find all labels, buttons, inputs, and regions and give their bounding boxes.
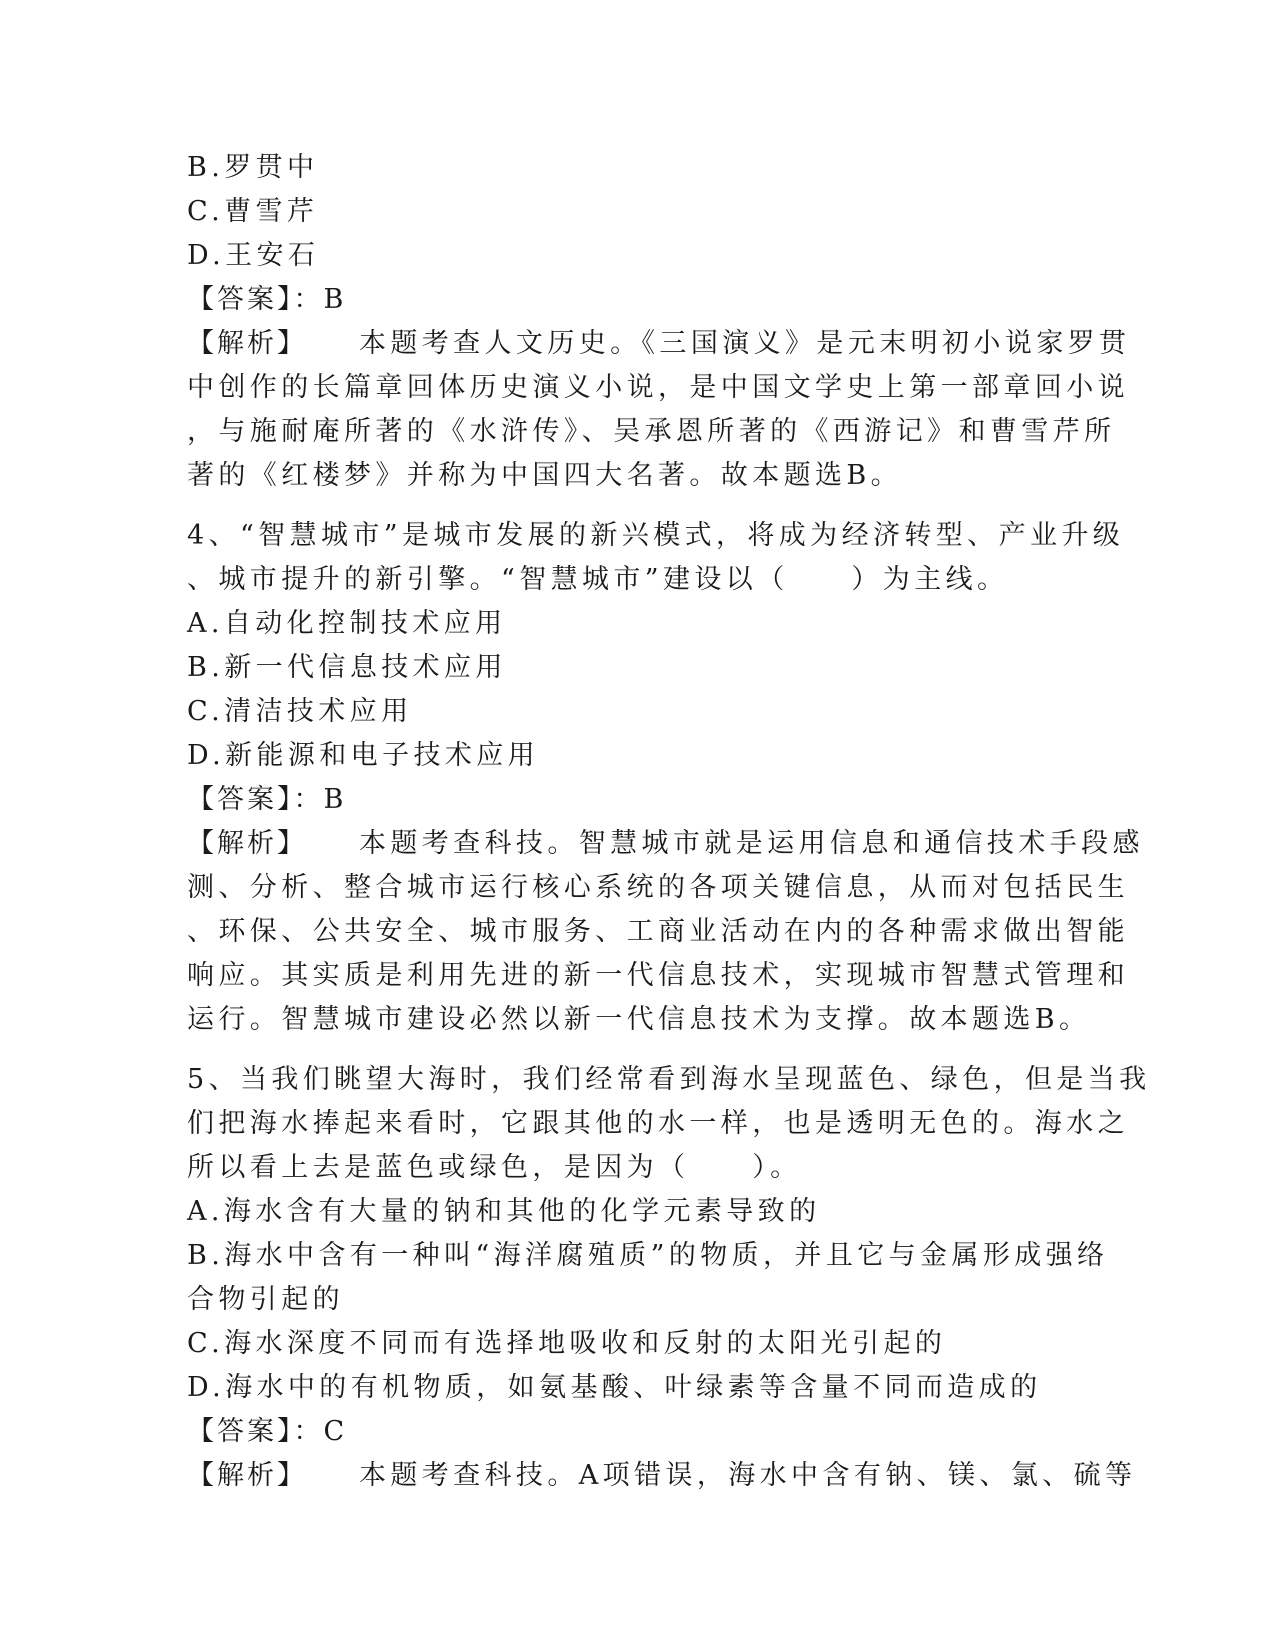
question-stem: 4、“智慧城市”是城市发展的新兴模式，将成为经济转型、产业升级 <box>187 520 1125 551</box>
analysis-line: 中创作的长篇章回体历史演义小说，是中国文学史上第一部章回小说 <box>187 372 1129 403</box>
analysis-line: 测、分析、整合城市运行核心系统的各项关键信息，从而对包括民生 <box>187 872 1129 903</box>
answer-value: B <box>323 784 348 815</box>
option-d: D.海水中的有机物质，如氨基酸、叶绿素等含量不同而造成的 <box>187 1372 1042 1403</box>
question-stem: 、城市提升的新引擎。“智慧城市”建设以（ ）为主线。 <box>187 564 1009 595</box>
option-c: C.海水深度不同而有选择地吸收和反射的太阳光引起的 <box>187 1328 947 1359</box>
answer-line <box>187 1410 1087 1454</box>
answer-label: 【答案】： <box>187 784 324 815</box>
analysis-text: 本题考查科技。A项错误，海水中含有钠、镁、氯、硫等 <box>358 1460 1137 1491</box>
analysis-text: 本题考查人文历史。《三国演义》是元末明初小说家罗贯 <box>358 328 1131 359</box>
analysis-label: 【解析】 <box>187 328 307 359</box>
answer-label: 【答案】： <box>187 284 324 315</box>
option-c: C.曹雪芹 <box>187 196 319 227</box>
option-a: A.海水含有大量的钠和其他的化学元素导致的 <box>187 1196 821 1227</box>
question-stem: 5、当我们眺望大海时，我们经常看到海水呈现蓝色、绿色，但是当我 <box>187 1064 1151 1095</box>
question-stem: 们把海水捧起来看时，它跟其他的水一样，也是透明无色的。海水之 <box>187 1108 1129 1139</box>
question-3-tail <box>187 146 1131 498</box>
option-b: B.海水中含有一种叫“海洋腐殖质”的物质，并且它与金属形成强络 <box>187 1240 1109 1271</box>
analysis-line: 著的《红楼梦》并称为中国四大名著。故本题选B。 <box>187 460 903 491</box>
analysis-line: ，与施耐庵所著的《水浒传》、吴承恩所著的《西游记》和曹雪芹所 <box>187 416 1116 447</box>
analysis-line <box>187 1454 1137 1498</box>
option-b: B.新一代信息技术应用 <box>187 652 507 683</box>
analysis-line: 响应。其实质是利用先进的新一代信息技术，实现城市智慧式管理和 <box>187 960 1129 991</box>
analysis-line <box>187 822 1144 866</box>
option-c: C.清洁技术应用 <box>187 696 413 727</box>
option-d: D.王安石 <box>187 240 320 271</box>
answer-line <box>187 278 1087 322</box>
analysis-text: 本题考查科技。智慧城市就是运用信息和通信技术手段感 <box>358 828 1144 859</box>
question-5 <box>187 1058 1151 1498</box>
analysis-line: 、环保、公共安全、城市服务、工商业活动在内的各种需求做出智能 <box>187 916 1129 947</box>
option-d: D.新能源和电子技术应用 <box>187 740 540 771</box>
document-page <box>187 146 1151 1498</box>
analysis-line: 运行。智慧城市建设必然以新一代信息技术为支撑。故本题选B。 <box>187 1004 1091 1035</box>
option-b: B.罗贯中 <box>187 152 319 183</box>
question-4 <box>187 514 1144 1042</box>
analysis-label: 【解析】 <box>187 1460 307 1491</box>
analysis-label: 【解析】 <box>187 828 307 859</box>
answer-value: C <box>323 1416 349 1447</box>
answer-line <box>187 778 1087 822</box>
question-stem: 所以看上去是蓝色或绿色，是因为（ ）。 <box>187 1152 802 1183</box>
answer-value: B <box>323 284 348 315</box>
option-a: A.自动化控制技术应用 <box>187 608 507 639</box>
option-b-continued: 合物引起的 <box>187 1284 344 1315</box>
analysis-line <box>187 322 1131 366</box>
answer-label: 【答案】： <box>187 1416 324 1447</box>
